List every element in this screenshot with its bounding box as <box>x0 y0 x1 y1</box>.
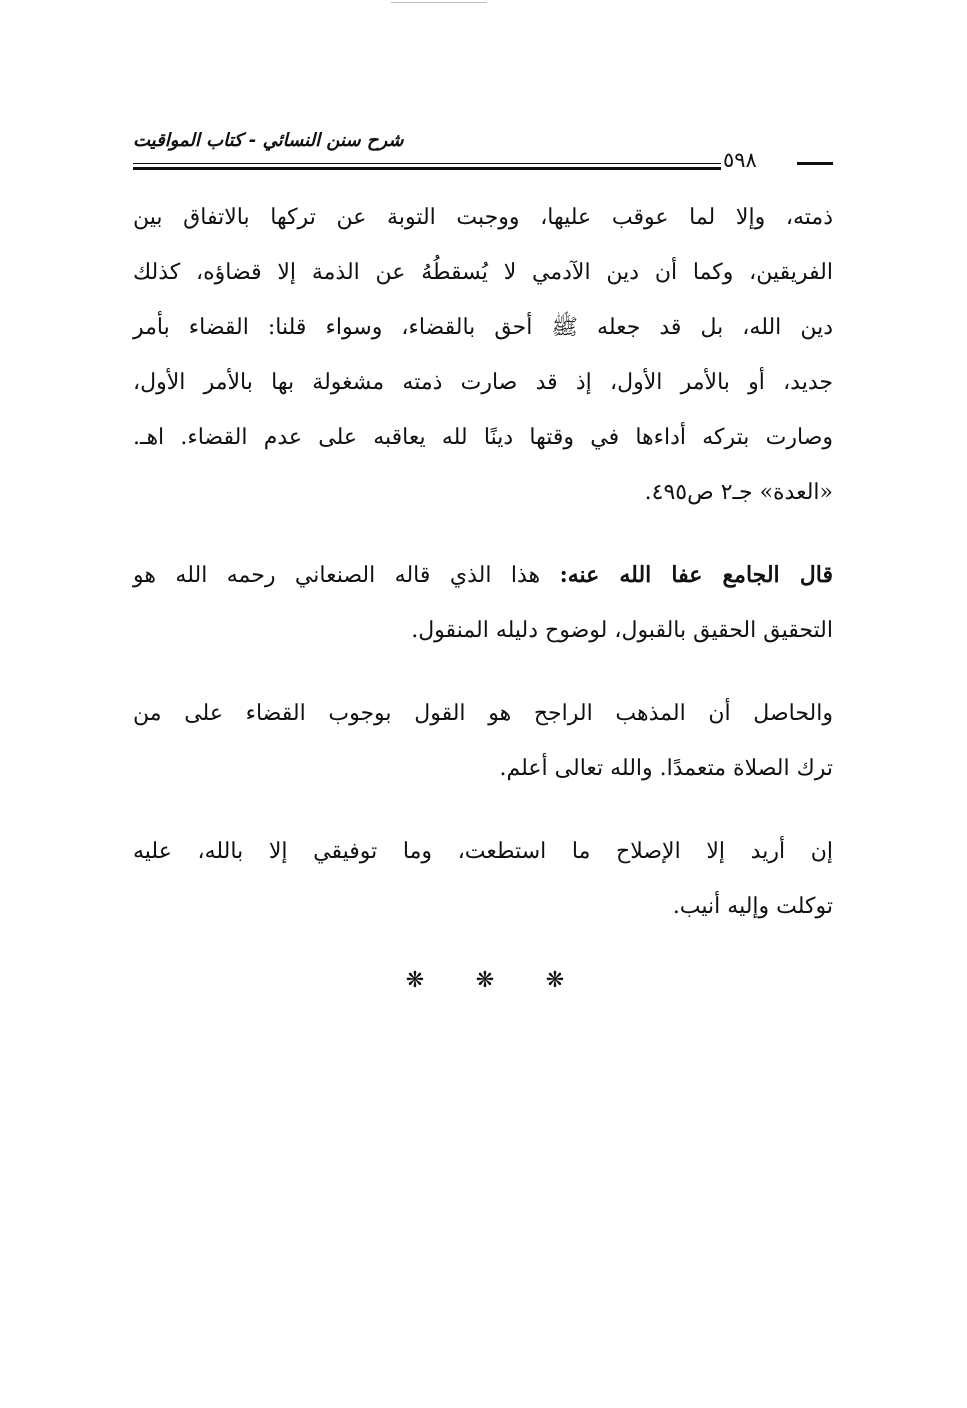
page-header <box>133 120 833 178</box>
text-line: ذمته، وإلا لما عوقب عليها، ووجبت التوبة عن تركها بالاتفاق بين <box>133 205 833 230</box>
text-line: توكلت وإليه أنيب. <box>672 894 833 919</box>
author-lead: قال الجامع عفا الله عنه: <box>559 562 833 588</box>
text-line: دين الله، بل قد جعله ﷺ أحق بالقضاء، وسواء قلنا: القضاء بأمر <box>133 315 833 340</box>
page-number: ٥٩٨ <box>723 148 757 172</box>
paragraph-conclusion <box>133 686 833 796</box>
paragraph-author-comment <box>133 548 833 658</box>
paragraph-closing <box>133 824 833 934</box>
header-rule-thin <box>133 163 721 164</box>
citation-line: «العدة» جـ٢ ص٤٩٥. <box>644 480 833 505</box>
section-divider <box>400 966 570 996</box>
text-line: وصارت بتركه أداءها في وقتها دينًا لله يعاقبه على عدم القضاء. اهـ. <box>133 425 833 450</box>
text-line-rest: هذا الذي قاله الصنعاني رحمه الله هو <box>133 563 541 588</box>
page-number-dash <box>797 162 833 165</box>
text-line-with-lead <box>133 548 833 603</box>
flower-star-icon: ❋ <box>405 968 425 993</box>
text-line: ترك الصلاة متعمدًا. والله تعالى أعلم. <box>499 756 833 781</box>
text-line: الفريقين، وكما أن دين الآدمي لا يُسقطُهُ عن الذمة إلا قضاؤه، كذلك <box>133 260 833 285</box>
flower-star-icon: ❋ <box>475 968 495 993</box>
text-line: جديد، أو بالأمر الأول، إذ قد صارت ذمته مشغولة بها بالأمر الأول، <box>133 370 833 395</box>
body-text <box>133 190 833 934</box>
page-number-block <box>723 148 833 172</box>
flower-star-icon: ❋ <box>545 968 565 993</box>
paragraph-quote <box>133 190 833 520</box>
scan-mark <box>391 2 487 3</box>
running-title: شرح سنن النسائي - كتاب المواقيت <box>133 130 404 151</box>
header-rule-thick <box>133 167 721 170</box>
text-line: والحاصل أن المذهب الراجح هو القول بوجوب القضاء على من <box>133 701 833 726</box>
text-line: إن أريد إلا الإصلاح ما استطعت، وما توفيقي إلا بالله، عليه <box>133 839 833 864</box>
text-line: التحقيق الحقيق بالقبول، لوضوح دليله المنقول. <box>411 618 833 643</box>
